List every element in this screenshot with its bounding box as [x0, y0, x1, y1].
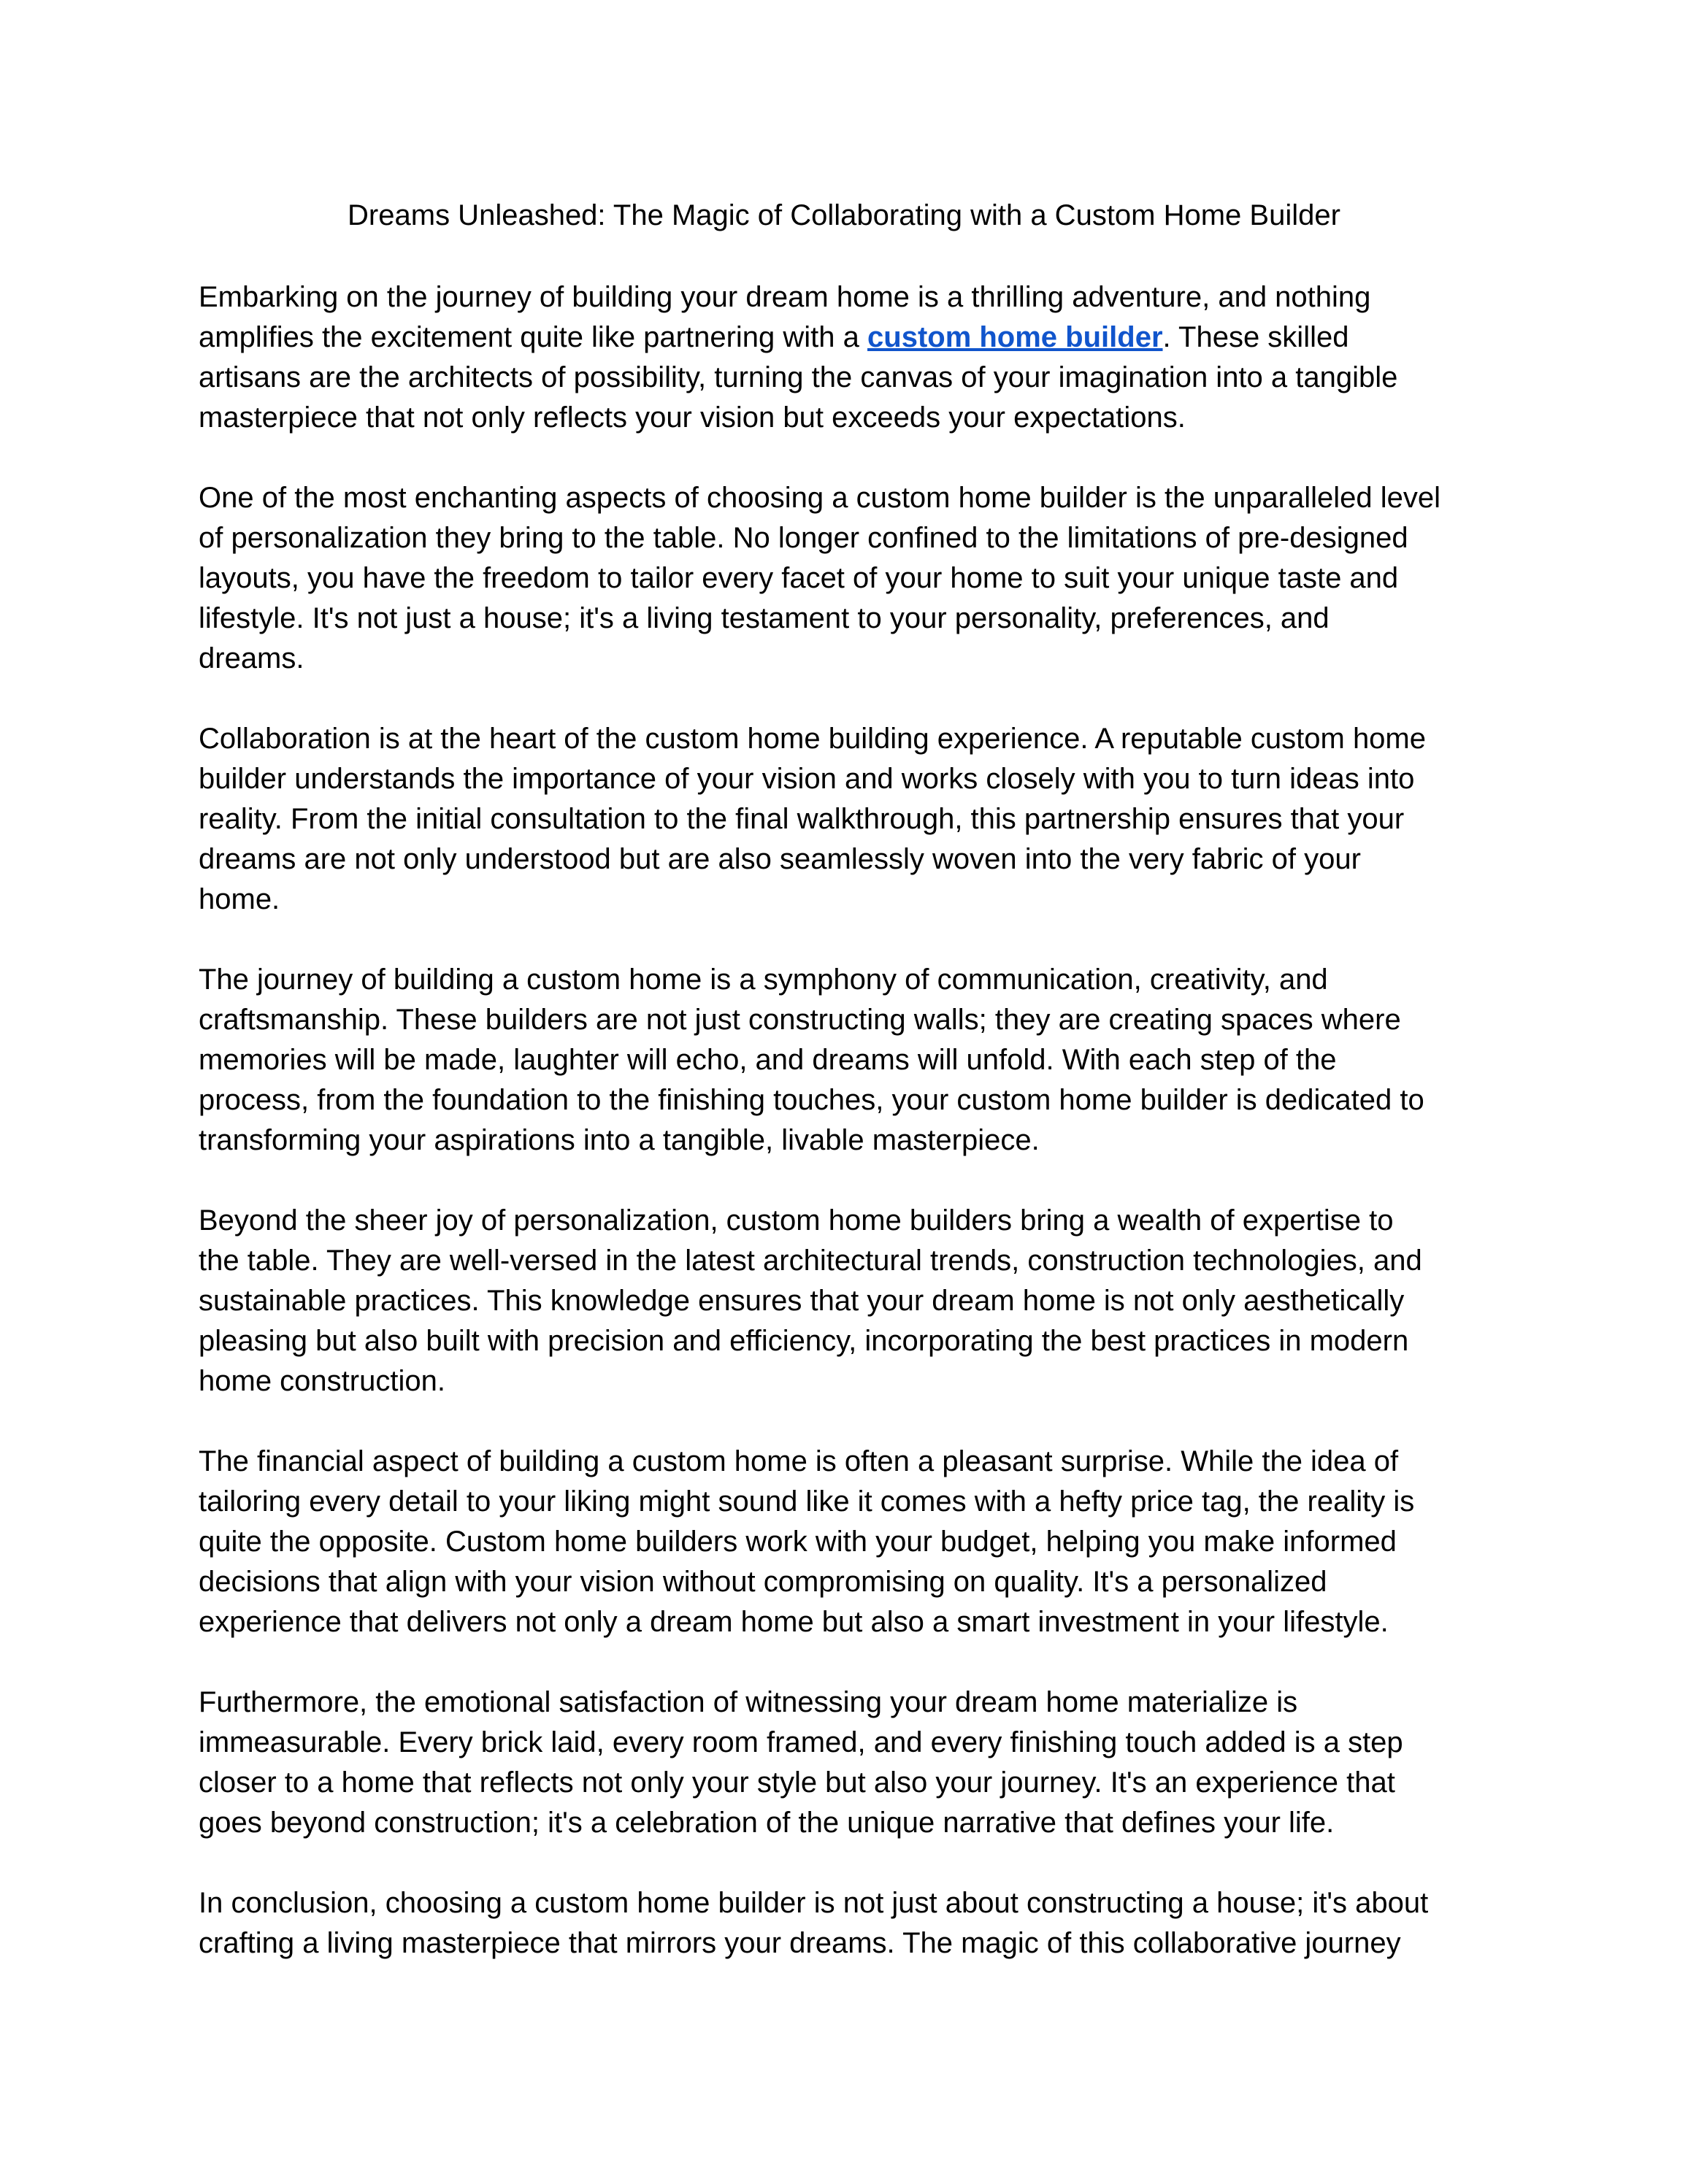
text-line: home. [199, 883, 280, 915]
paragraph-5 [199, 1201, 1498, 1401]
text-line: crafting a living masterpiece that mirrors your dreams. The magic of this collaborative journey [199, 1927, 1401, 1959]
text-line: lifestyle. It's not just a house; it's a living testament to your personality, preferences, and [199, 602, 1330, 634]
paragraph-6 [199, 1442, 1498, 1642]
paragraph-7 [199, 1683, 1498, 1843]
paragraph-2 [199, 478, 1498, 679]
paragraph-3 [199, 719, 1498, 920]
text-line: pleasing but also built with precision and efficiency, incorporating the best practices in modern [199, 1325, 1409, 1357]
text-line: Furthermore, the emotional satisfaction of witnessing your dream home materialize is [199, 1686, 1298, 1718]
text-line: dreams. [199, 642, 304, 674]
text-line: dreams are not only understood but are also seamlessly woven into the very fabric of your [199, 843, 1361, 875]
text-line: immeasurable. Every brick laid, every room framed, and every finishing touch added is a step [199, 1726, 1403, 1758]
text-line: experience that delivers not only a dream home but also a smart investment in your lifestyle. [199, 1606, 1389, 1638]
text-line: artisans are the architects of possibility, turning the canvas of your imagination into a tangible [199, 361, 1398, 393]
text-line: sustainable practices. This knowledge ensures that your dream home is not only aesthetically [199, 1285, 1405, 1317]
text-line-with-link [199, 318, 1498, 358]
text-line: craftsmanship. These builders are not just constructing walls; they are creating spaces where [199, 1004, 1401, 1036]
text-line: home construction. [199, 1365, 445, 1397]
text-line: of personalization they bring to the table. No longer confined to the limitations of pre-designed [199, 522, 1408, 554]
text-line: One of the most enchanting aspects of choosing a custom home builder is the unparalleled level [199, 482, 1441, 514]
text-line: tailoring every detail to your liking might sound like it comes with a hefty price tag, the reality is [199, 1485, 1415, 1518]
text-line: builder understands the importance of your vision and works closely with you to turn ideas into [199, 763, 1415, 795]
document-title: Dreams Unleashed: The Magic of Collaborating with a Custom Home Builder [348, 199, 1340, 231]
paragraph-8 [199, 1883, 1498, 1964]
text-line: In conclusion, choosing a custom home builder is not just about constructing a house; it's about [199, 1887, 1429, 1919]
text-line: transforming your aspirations into a tangible, livable masterpiece. [199, 1124, 1040, 1156]
text-line: memories will be made, laughter will echo, and dreams will unfold. With each step of the [199, 1044, 1337, 1076]
text-line: decisions that align with your vision without compromising on quality. It's a personalized [199, 1566, 1327, 1598]
text-line: The journey of building a custom home is a symphony of communication, creativity, and [199, 964, 1328, 996]
custom-home-builder-link[interactable]: custom home builder [867, 321, 1163, 353]
paragraph-1 [199, 277, 1498, 438]
text-line: closer to a home that reflects not only your style but also your journey. It's an experience that [199, 1766, 1395, 1799]
text-line: Beyond the sheer joy of personalization, custom home builders bring a wealth of expertise to [199, 1204, 1394, 1237]
text-line: quite the opposite. Custom home builders work with your budget, helping you make informed [199, 1526, 1397, 1558]
text-line: layouts, you have the freedom to tailor every facet of your home to suit your unique taste and [199, 562, 1399, 594]
text-segment: amplifies the excitement quite like partnering with a [199, 321, 868, 353]
text-line: The financial aspect of building a custom home is often a pleasant surprise. While the idea of [199, 1445, 1399, 1477]
text-line: Collaboration is at the heart of the custom home building experience. A reputable custom home [199, 723, 1426, 755]
paragraph-4 [199, 960, 1498, 1161]
text-line: the table. They are well-versed in the latest architectural trends, construction technologies, and [199, 1245, 1422, 1277]
text-segment: . These skilled [1162, 321, 1349, 353]
text-line: process, from the foundation to the finishing touches, your custom home builder is dedicated to [199, 1084, 1424, 1116]
text-line: masterpiece that not only reflects your vision but exceeds your expectations. [199, 401, 1186, 434]
text-line: reality. From the initial consultation to the final walkthrough, this partnership ensures that your [199, 803, 1405, 835]
text-line: Embarking on the journey of building your dream home is a thrilling adventure, and nothing [199, 281, 1371, 313]
text-line: goes beyond construction; it's a celebration of the unique narrative that defines your life. [199, 1807, 1335, 1839]
document-body [199, 277, 1498, 2004]
